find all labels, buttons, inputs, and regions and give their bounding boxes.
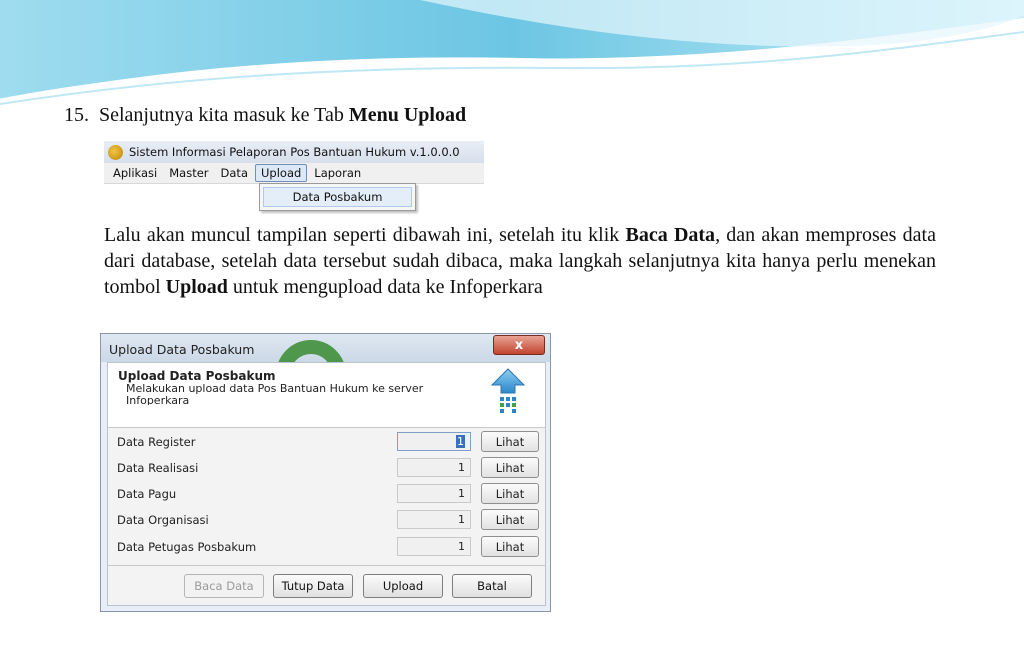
- upload-arrow-icon: [490, 367, 526, 415]
- para-part2: , dan akan memproses data dari database, setelah data tersebut sudah dibaca, maka langkah selanjutnya kita hanya perlu menekan tombol: [104, 224, 936, 298]
- menu-item-data-posbakum[interactable]: Data Posbakum: [263, 187, 412, 207]
- dialog-body: [107, 362, 546, 606]
- para-part1: Lalu akan muncul tampilan seperti dibawah ini, setelah itu klik: [104, 224, 626, 246]
- header-wave-decoration: [0, 0, 1024, 110]
- menu-screenshot: [104, 141, 484, 215]
- row-data-realisasi: [117, 456, 537, 480]
- value-text: 1: [457, 435, 464, 448]
- row-label: Data Register: [117, 435, 196, 449]
- value-field[interactable]: [397, 432, 471, 451]
- upload-dropdown: [259, 183, 416, 211]
- menu-master[interactable]: Master: [169, 166, 209, 180]
- step-bold: Menu Upload: [348, 104, 467, 126]
- step-heading: [64, 104, 466, 127]
- value-field[interactable]: 1: [397, 484, 471, 503]
- dialog-titlebar: [101, 334, 550, 362]
- row-label: Data Petugas Posbakum: [117, 540, 257, 554]
- row-label: Data Realisasi: [117, 461, 199, 475]
- row-data-pagu: [117, 482, 537, 506]
- para-part3: untuk mengupload data ke Infoperkara: [227, 276, 543, 298]
- step-number: 15.: [64, 104, 89, 126]
- upload-button[interactable]: Upload: [363, 574, 443, 598]
- menu-bar: [104, 163, 484, 184]
- instruction-paragraph: [104, 222, 936, 300]
- lihat-button[interactable]: Lihat: [481, 509, 539, 530]
- menu-data[interactable]: Data: [220, 166, 248, 180]
- tutup-data-button[interactable]: Tutup Data: [273, 574, 353, 598]
- menu-aplikasi[interactable]: Aplikasi: [113, 166, 158, 180]
- para-bold-upload: Upload: [165, 276, 228, 298]
- header-description: Melakukan upload data Pos Bantuan Hukum ke server Infoperkara: [126, 383, 424, 405]
- menu-upload[interactable]: Upload: [255, 164, 307, 182]
- value-field[interactable]: 1: [397, 537, 471, 556]
- lihat-button[interactable]: Lihat: [481, 483, 539, 504]
- lihat-button[interactable]: Lihat: [481, 457, 539, 478]
- row-data-petugas-posbakum: [117, 535, 537, 559]
- row-label: Data Pagu: [117, 487, 177, 501]
- header-title: Upload Data Posbakum: [118, 369, 276, 383]
- row-data-register: [117, 430, 537, 454]
- close-icon: x: [514, 337, 524, 353]
- step-text: Selanjutnya kita masuk ke Tab: [99, 104, 349, 126]
- row-label: Data Organisasi: [117, 513, 209, 527]
- close-button[interactable]: [493, 335, 545, 355]
- dialog-header: [108, 363, 545, 428]
- dialog-title: Upload Data Posbakum: [109, 342, 255, 357]
- menu-laporan[interactable]: Laporan: [314, 166, 362, 180]
- para-bold-baca-data: Baca Data: [625, 224, 716, 246]
- upload-dialog: [100, 333, 551, 612]
- batal-button[interactable]: Batal: [452, 574, 532, 598]
- app-icon: [108, 145, 123, 160]
- row-data-organisasi: [117, 508, 537, 532]
- value-field[interactable]: 1: [397, 458, 471, 477]
- app-title: Sistem Informasi Pelaporan Pos Bantuan Hukum v.1.0.0.0: [129, 145, 460, 159]
- footer-divider: [108, 565, 545, 566]
- lihat-button[interactable]: Lihat: [481, 431, 539, 452]
- lihat-button[interactable]: Lihat: [481, 536, 539, 557]
- baca-data-button[interactable]: Baca Data: [184, 574, 264, 598]
- app-titlebar: [104, 141, 484, 163]
- value-field[interactable]: 1: [397, 510, 471, 529]
